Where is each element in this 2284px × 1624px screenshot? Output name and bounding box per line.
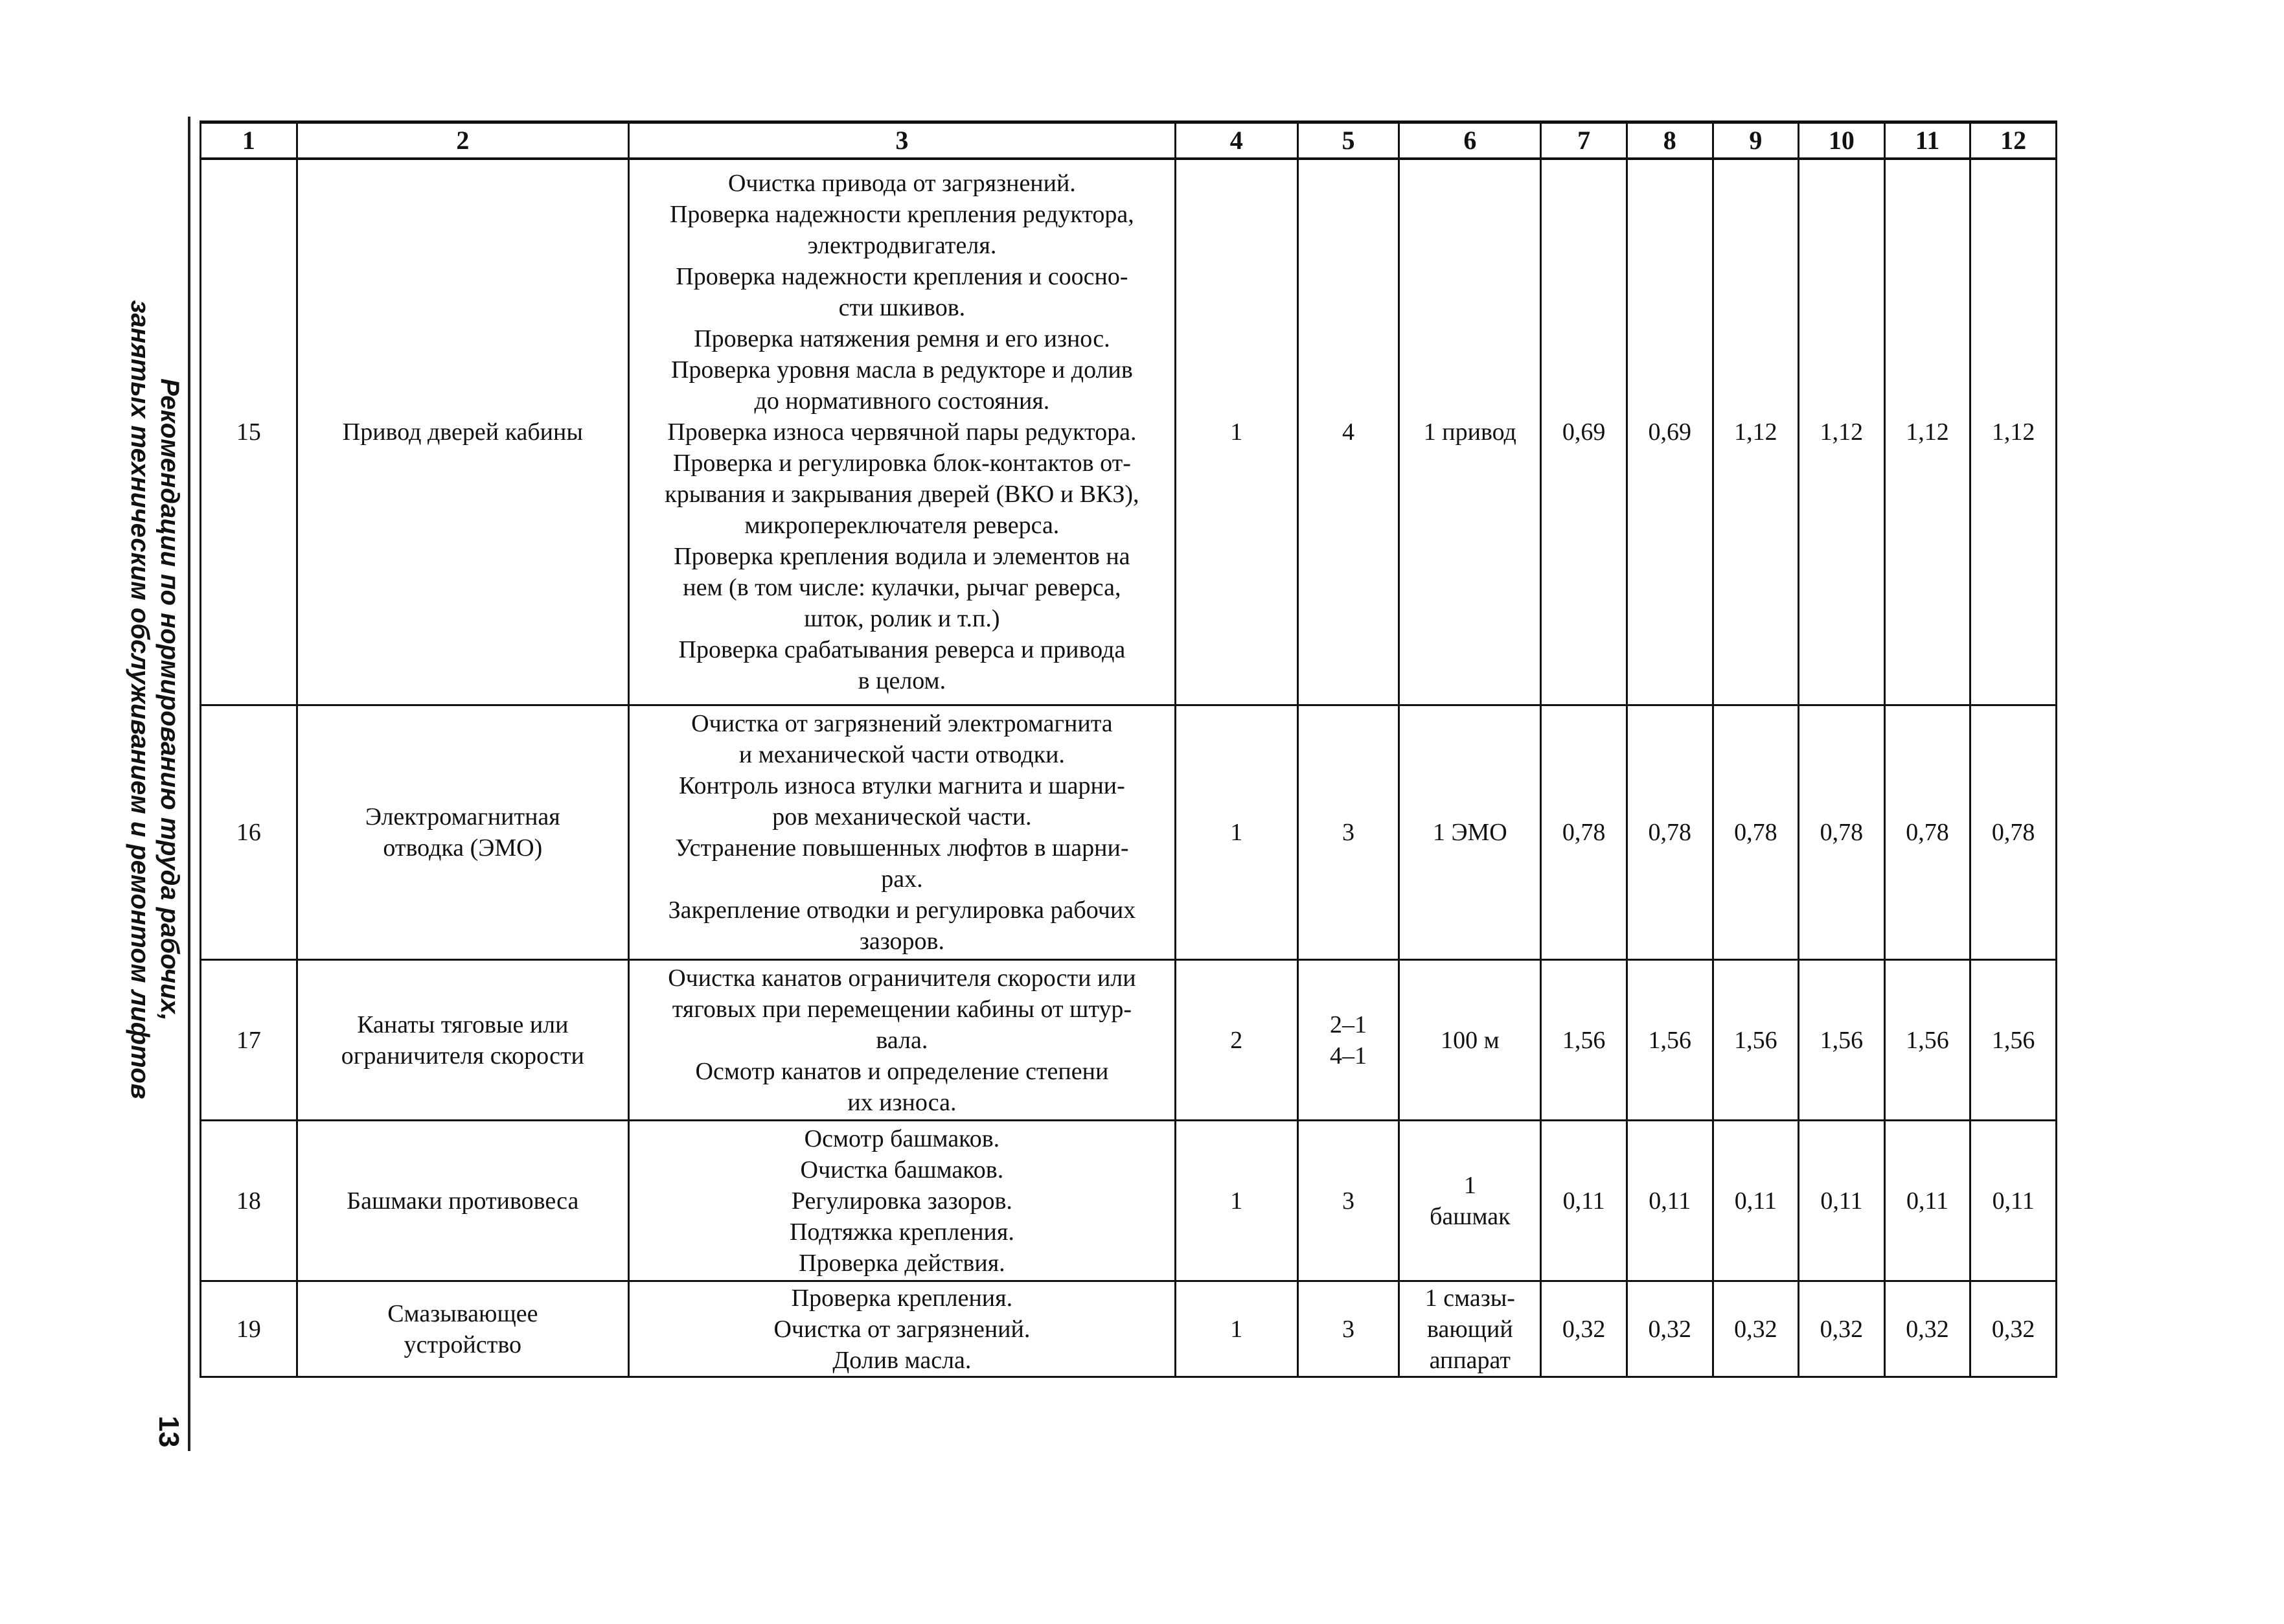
- running-header-line-2: занятых техническим обслуживанием и ремонтом лифтов: [126, 300, 154, 1099]
- row-number: 19: [201, 1281, 297, 1377]
- work-description: Очистка канатов ограничителя скорости или тяговых при перемещении кабины от штур- вала. Осмотр канатов и определение степени их износа.: [628, 960, 1175, 1121]
- running-header: [113, 214, 185, 1185]
- row-number: 16: [201, 705, 297, 960]
- column-header: 7: [1541, 122, 1627, 159]
- table-cell: 1,12: [1884, 159, 1970, 705]
- column-header: 3: [628, 122, 1175, 159]
- table-cell: 2: [1175, 960, 1297, 1121]
- table-cell: 4: [1297, 159, 1399, 705]
- row-number: 15: [201, 159, 297, 705]
- unit-cell: 1 привод: [1399, 159, 1541, 705]
- table-cell: 1,56: [1970, 960, 2057, 1121]
- column-header: 6: [1399, 122, 1541, 159]
- table-cell: 1,12: [1713, 159, 1799, 705]
- table-cell: 0,11: [1541, 1121, 1627, 1281]
- equipment-name: Башмаки противовеса: [297, 1121, 628, 1281]
- table-row: [201, 1121, 2057, 1281]
- table-row: [201, 705, 2057, 960]
- table-cell: 2–1 4–1: [1297, 960, 1399, 1121]
- column-header: 8: [1627, 122, 1713, 159]
- unit-cell: 1 башмак: [1399, 1121, 1541, 1281]
- column-header: 9: [1713, 122, 1799, 159]
- table-cell: 0,11: [1970, 1121, 2057, 1281]
- column-header: 4: [1175, 122, 1297, 159]
- table-cell: 0,11: [1799, 1121, 1885, 1281]
- table-cell: 0,32: [1970, 1281, 2057, 1377]
- row-number: 18: [201, 1121, 297, 1281]
- table-cell: 0,11: [1627, 1121, 1713, 1281]
- equipment-name: Смазывающее устройство: [297, 1281, 628, 1377]
- row-number: 17: [201, 960, 297, 1121]
- table-cell: 0,69: [1627, 159, 1713, 705]
- table-cell: 1,56: [1713, 960, 1799, 1121]
- equipment-name: Электромагнитная отводка (ЭМО): [297, 705, 628, 960]
- work-description: Очистка от загрязнений электромагнита и механической части отводки. Контроль износа втулки магнита и шарни- ров механической части. Устранение повышенных люфтов в шарни- рах. Закрепление отводки и регулировка рабочих зазоров.: [628, 705, 1175, 960]
- table-cell: 0,78: [1713, 705, 1799, 960]
- table-row: [201, 159, 2057, 705]
- column-header: 10: [1799, 122, 1885, 159]
- table-cell: 0,11: [1884, 1121, 1970, 1281]
- table-cell: 0,78: [1970, 705, 2057, 960]
- table-cell: 0,78: [1884, 705, 1970, 960]
- column-header: 12: [1970, 122, 2057, 159]
- table-cell: 0,32: [1627, 1281, 1713, 1377]
- page-number: 13: [153, 1415, 185, 1448]
- table-row: [201, 1281, 2057, 1377]
- table-cell: 0,69: [1541, 159, 1627, 705]
- table-cell: 1: [1175, 159, 1297, 705]
- table-cell: 0,78: [1627, 705, 1713, 960]
- column-header: 11: [1884, 122, 1970, 159]
- equipment-name: Канаты тяговые или ограничителя скорости: [297, 960, 628, 1121]
- table-cell: 1,56: [1627, 960, 1713, 1121]
- table-cell: 1,12: [1970, 159, 2057, 705]
- running-header-line-1: Рекомендации по нормированию труда рабочих,: [155, 378, 184, 1021]
- table-row: [201, 960, 2057, 1121]
- table-cell: 1,56: [1541, 960, 1627, 1121]
- table-cell: 1,56: [1884, 960, 1970, 1121]
- column-header: 1: [201, 122, 297, 159]
- table-cell: 1,56: [1799, 960, 1885, 1121]
- table-cell: 1: [1175, 1281, 1297, 1377]
- table-cell: 0,78: [1799, 705, 1885, 960]
- table-cell: 0,32: [1884, 1281, 1970, 1377]
- equipment-name: Привод дверей кабины: [297, 159, 628, 705]
- table-cell: 0,32: [1713, 1281, 1799, 1377]
- table-cell: 0,32: [1541, 1281, 1627, 1377]
- maintenance-table: [200, 120, 2057, 1378]
- table-cell: 0,11: [1713, 1121, 1799, 1281]
- table-cell: 1: [1175, 1121, 1297, 1281]
- table-cell: 0,78: [1541, 705, 1627, 960]
- table-cell: 1: [1175, 705, 1297, 960]
- table-cell: 3: [1297, 705, 1399, 960]
- table-cell: 1,12: [1799, 159, 1885, 705]
- work-description: Проверка крепления. Очистка от загрязнений. Долив масла.: [628, 1281, 1175, 1377]
- unit-cell: 1 смазы- вающий аппарат: [1399, 1281, 1541, 1377]
- header-rule: [188, 117, 190, 1451]
- table-cell: 3: [1297, 1281, 1399, 1377]
- work-description: Осмотр башмаков. Очистка башмаков. Регулировка зазоров. Подтяжка крепления. Проверка действия.: [628, 1121, 1175, 1281]
- work-description: Очистка привода от загрязнений. Проверка надежности крепления редуктора, электродвигателя. Проверка надежности крепления и сооcно- сти шкивов. Проверка натяжения ремня и его износ. Проверка уровня масла в редукторе и долив до нормативного состояния. Проверка износа червячной пары редуктора. Проверка и регулировка блок-контактов от- крывания и закрывания дверей (ВКО и ВКЗ), микропереключателя реверса. Проверка крепления водила и элементов на нем (в том числе: кулачки, рычаг реверса, шток, ролик и т.п.) Проверка срабатывания реверса и привода в целом.: [628, 159, 1175, 705]
- table-cell: 0,32: [1799, 1281, 1885, 1377]
- header-row: [201, 122, 2057, 159]
- column-header: 2: [297, 122, 628, 159]
- unit-cell: 100 м: [1399, 960, 1541, 1121]
- column-header: 5: [1297, 122, 1399, 159]
- unit-cell: 1 ЭМО: [1399, 705, 1541, 960]
- table-cell: 3: [1297, 1121, 1399, 1281]
